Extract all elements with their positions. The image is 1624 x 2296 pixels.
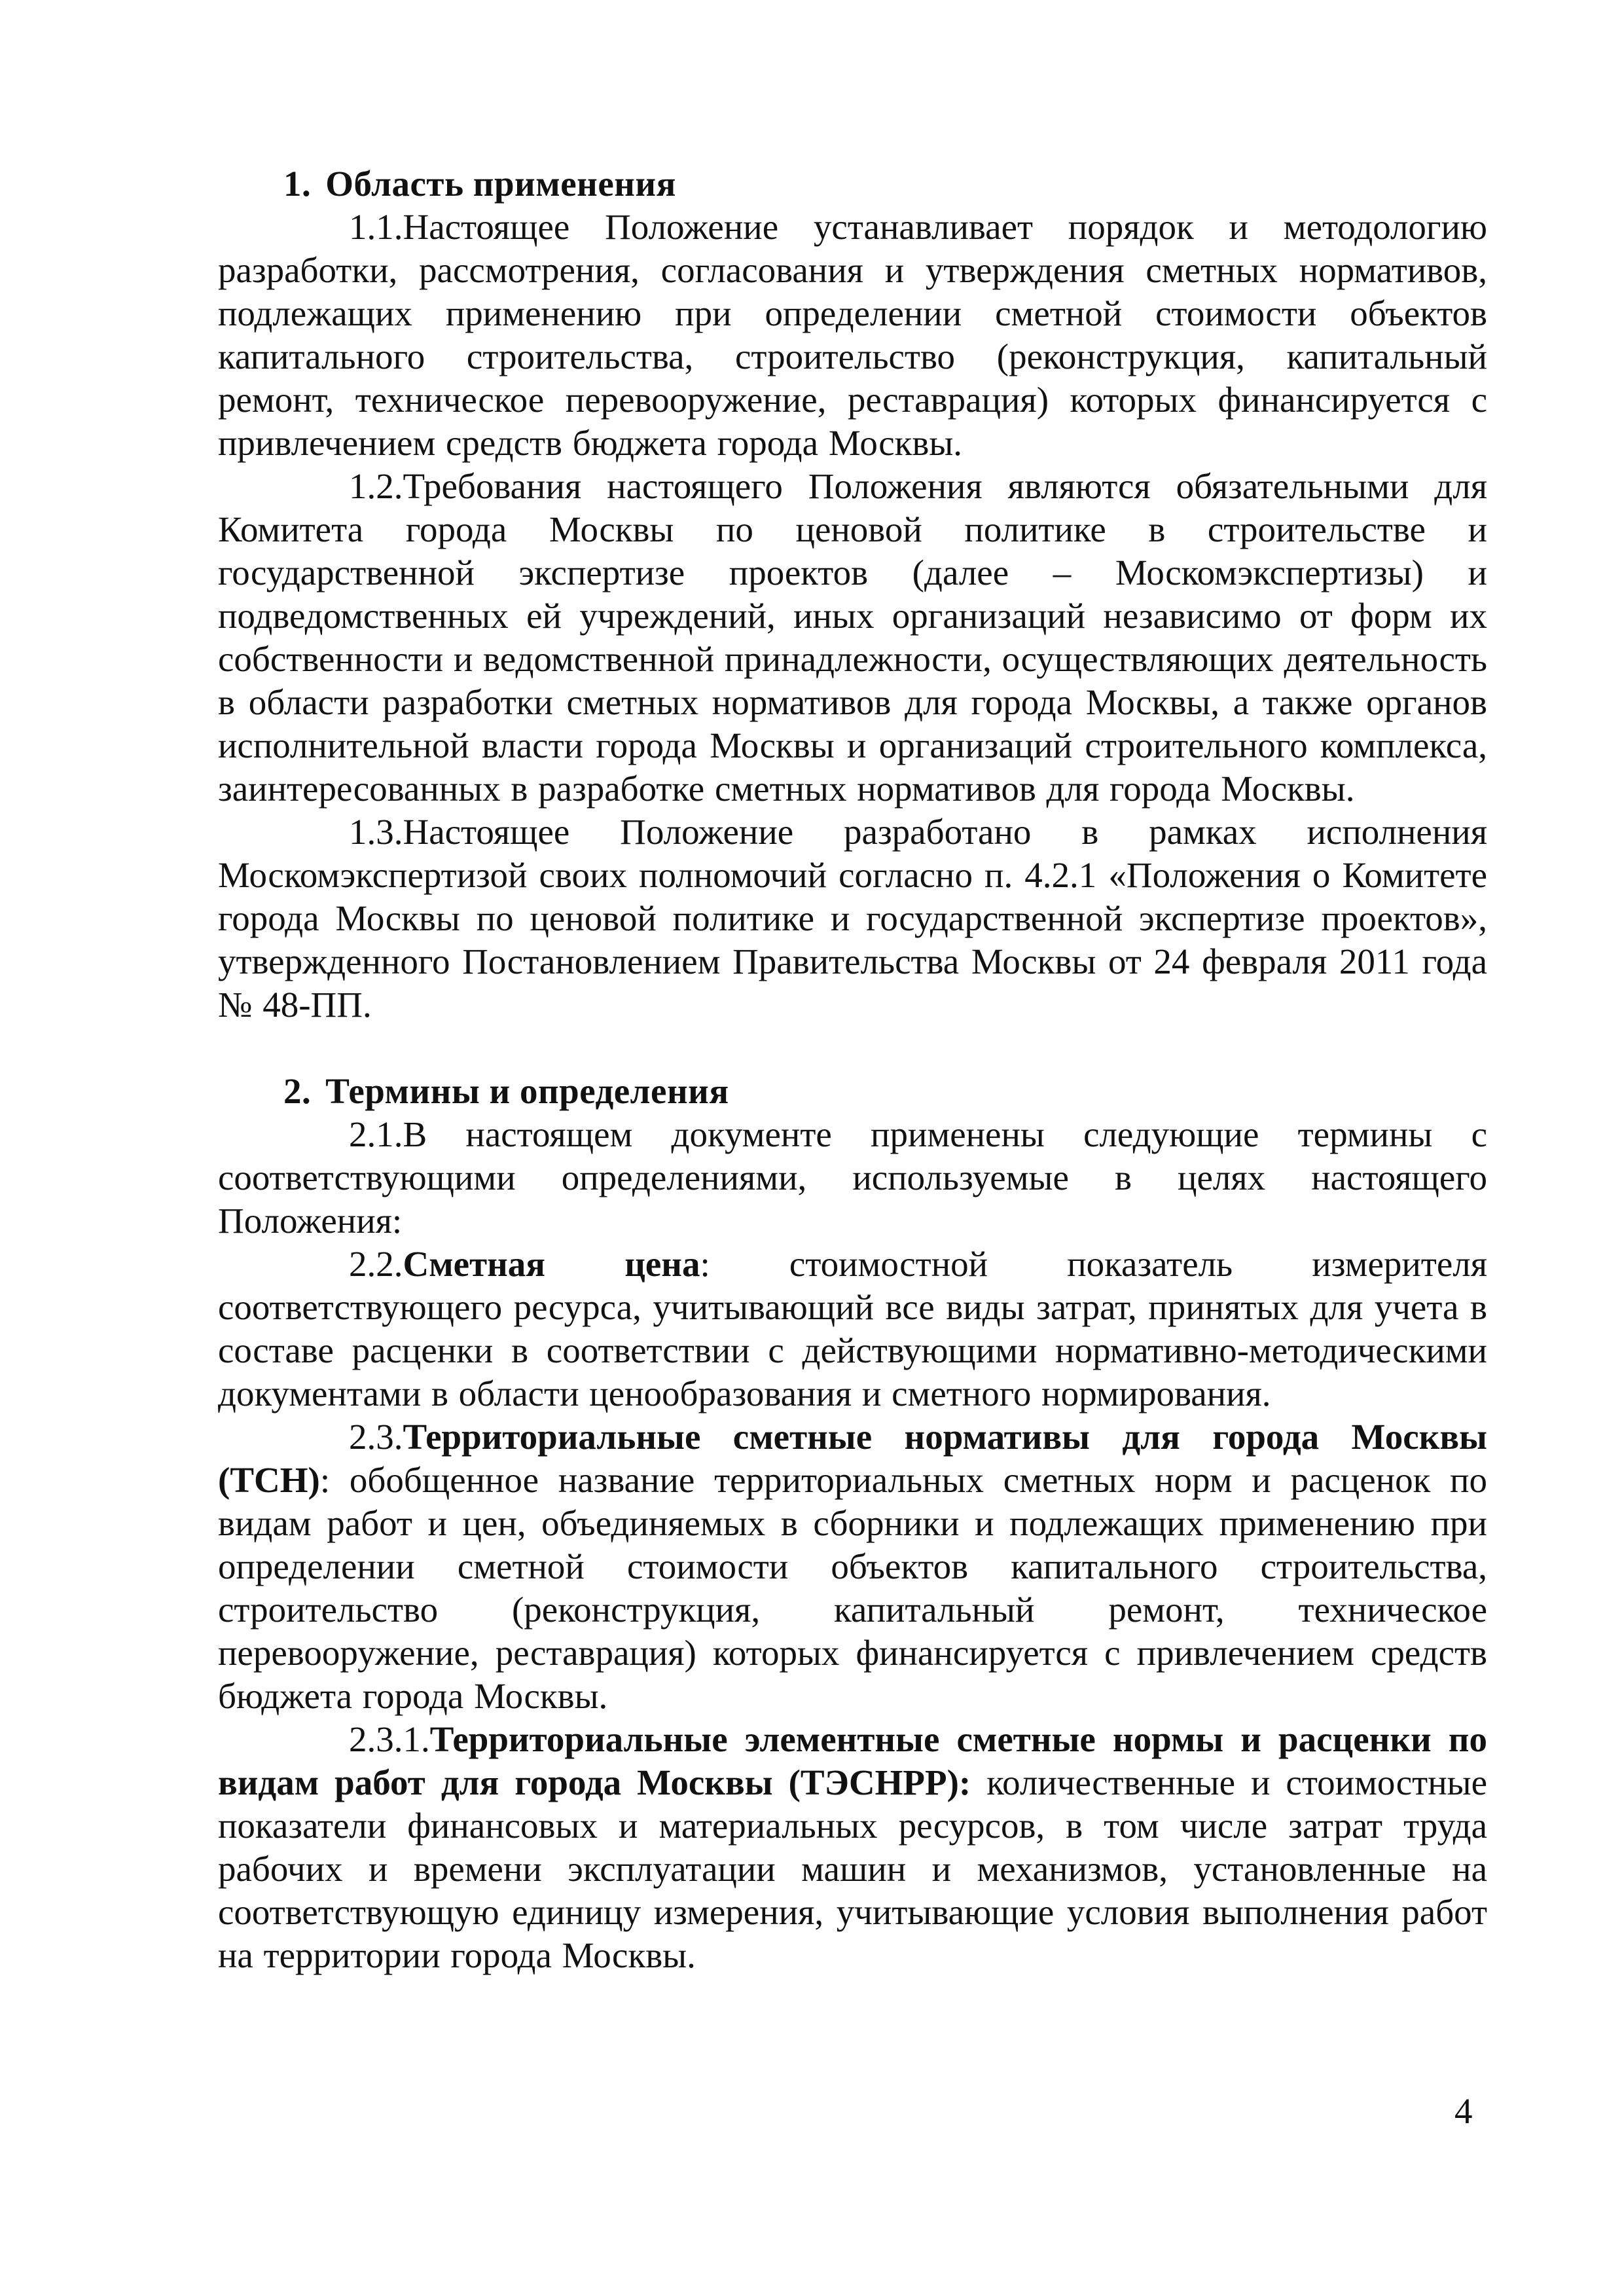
section-2-number: 2. [283, 1071, 312, 1111]
paragraph-2-1-number: 2.1. [349, 1114, 403, 1154]
paragraph-2-3-1-number: 2.3.1. [349, 1719, 430, 1759]
section-1-number: 1. [283, 164, 312, 204]
paragraph-2-1 [218, 1113, 1487, 1243]
paragraph-1-3-number: 1.3. [349, 812, 403, 852]
paragraph-2-1-text: В настоящем документе применены следующие термины с соответствующими определениями, используемые в целях настоящего Положения: [218, 1114, 1487, 1241]
document-body [218, 162, 1487, 1977]
paragraph-1-1 [218, 206, 1487, 465]
section-2-heading [283, 1070, 1487, 1113]
paragraph-1-2 [218, 465, 1487, 811]
paragraph-2-3-number: 2.3. [349, 1417, 403, 1457]
paragraph-1-2-number: 1.2. [349, 466, 403, 506]
paragraph-2-2-text: : стоимостной показатель измерителя соответствующего ресурса, учитывающий все виды затрат, принятых для учета в составе расценки в соответствии с действующими нормативно-методическими документами в области ценообразования и сметного нормирования. [218, 1244, 1487, 1413]
paragraph-1-2-text: Требования настоящего Положения являются обязательными для Комитета города Москвы по ценовой политике в строительстве и государственной экспертизе проектов (далее – Москомэкспертизы) и подведомственных ей учреждений, иных организаций независимо от форм их собственности и ведомственной принадлежности, осуществляющих деятельность в области разработки сметных нормативов для города Москвы, а также органов исполнительной власти города Москвы и организаций строительного комплекса, заинтересованных в разработке сметных нормативов для города Москвы. [218, 466, 1487, 809]
paragraph-2-3-text: : обобщенное название территориальных сметных норм и расценок по видам работ и цен, объединяемых в сборники и подлежащих применению при определении сметной стоимости объектов капитального строительства, строительство (реконструкция, капитальный ремонт, техническое перевооружение, реставрация) которых финансируется с привлечением средств бюджета города Москвы. [218, 1460, 1487, 1716]
paragraph-1-3 [218, 811, 1487, 1027]
section-1-title: Область применения [325, 164, 676, 204]
paragraph-1-1-text: Настоящее Положение устанавливает порядок и методологию разработки, рассмотрения, согласования и утверждения сметных нормативов, подлежащих применению при определении сметной стоимости объектов капитального строительства, строительство (реконструкция, капитальный ремонт, техническое перевооружение, реставрация) которых финансируется с привлечением средств бюджета города Москвы. [218, 207, 1487, 463]
section-2-title: Термины и определения [325, 1071, 729, 1111]
paragraph-2-3-1-term: Территориальные элементные сметные нормы и расценки по видам работ для города Москвы (ТЭСНРР): [218, 1719, 1487, 1802]
paragraph-2-2-number: 2.2. [349, 1244, 403, 1284]
section-1-heading [283, 162, 1487, 206]
paragraph-2-3-term: Территориальные сметные нормативы для города Москвы (ТСН) [218, 1417, 1487, 1500]
section-spacer [218, 1027, 1487, 1070]
paragraph-2-3 [218, 1415, 1487, 1718]
paragraph-2-3-1-text: количественные и стоимостные показатели финансовых и материальных ресурсов, в том числе затрат труда рабочих и времени эксплуатации машин и механизмов, установленные на соответствующую единицу измерения, учитывающие условия выполнения работ на территории города Москвы. [218, 1762, 1487, 1975]
paragraph-2-2 [218, 1243, 1487, 1415]
paragraph-1-1-number: 1.1. [349, 207, 403, 247]
page-number: 4 [1454, 2091, 1473, 2131]
paragraph-2-2-term: Сметная цена [403, 1244, 700, 1284]
paragraph-2-3-1 [218, 1718, 1487, 1977]
paragraph-1-3-text: Настоящее Положение разработано в рамках исполнения Москомэкспертизой своих полномочий согласно п. 4.2.1 «Положения о Комитете города Москвы по ценовой политике и государственной экспертизе проектов», утвержденного Постановлением Правительства Москвы от 24 февраля 2011 года № 48-ПП. [218, 812, 1487, 1025]
